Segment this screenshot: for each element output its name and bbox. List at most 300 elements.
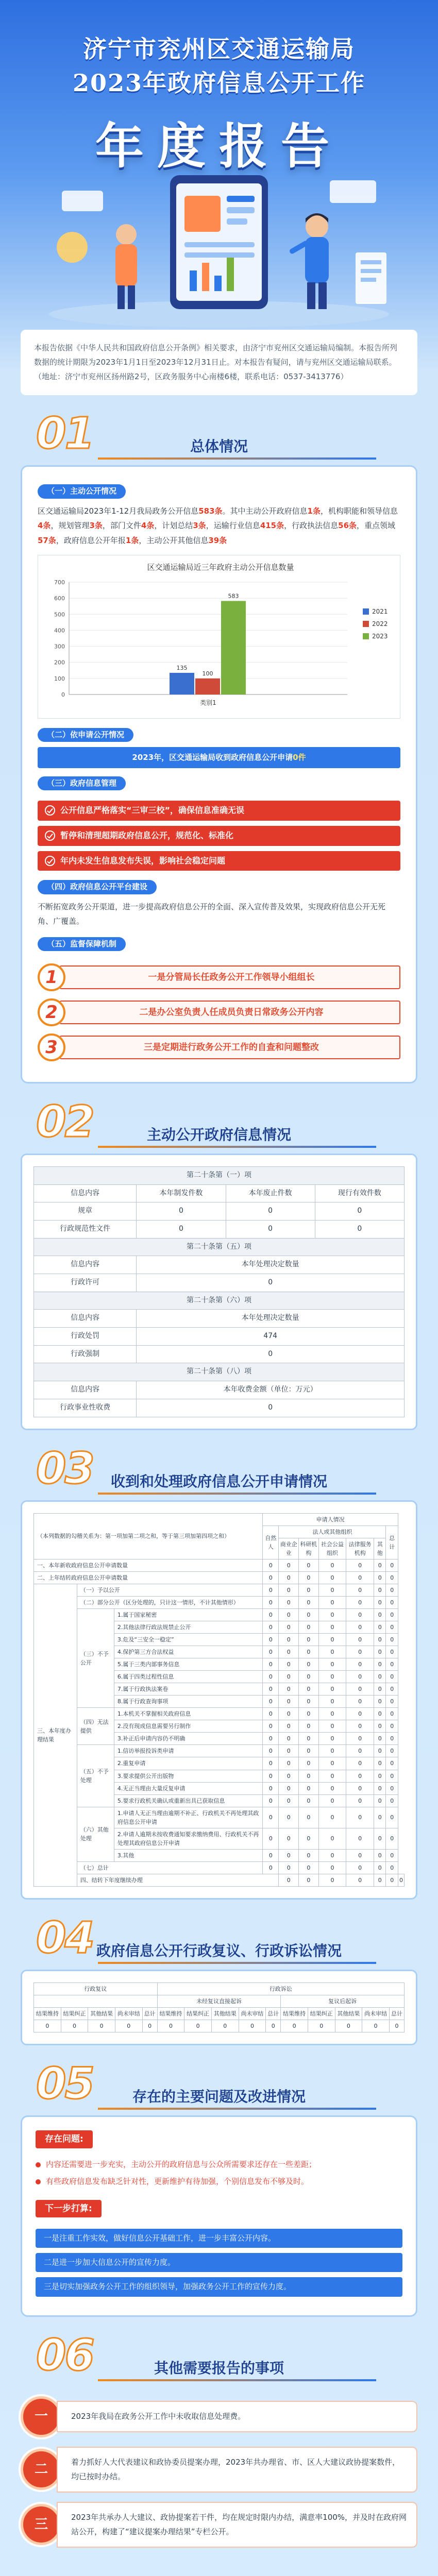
table-cell: 0 bbox=[346, 1621, 374, 1633]
table-cell: 0 bbox=[279, 1708, 299, 1720]
table-cell: 0 bbox=[386, 1559, 398, 1571]
table-row bbox=[34, 1874, 405, 1886]
table-cell: 0 bbox=[374, 1849, 386, 1861]
list-item: 暂停和清理超期政府信息公开，规范化、标准化 bbox=[38, 826, 400, 846]
y-tick-label: 0 bbox=[61, 691, 65, 698]
subsection-heading: （三）政府信息管理 bbox=[38, 776, 126, 790]
legend-label: 2022 bbox=[372, 620, 388, 628]
row-label: 三、本年度办理结果 bbox=[34, 1584, 77, 1886]
table-row: 行政事业性收费 0 bbox=[34, 1399, 405, 1417]
column-header: 现行有效件数 bbox=[315, 1184, 404, 1202]
section-1-card bbox=[21, 465, 417, 1083]
section-title: 政府信息公开行政复议、行政诉讼情况 bbox=[96, 1942, 342, 1959]
table-cell: 0 bbox=[346, 1658, 374, 1671]
title-big: 年度报告 bbox=[95, 118, 343, 175]
data-label: 100 bbox=[202, 670, 213, 677]
table-cell: 0 bbox=[279, 1745, 299, 1757]
table-cell: 0 bbox=[374, 1720, 386, 1733]
table-cell: 0 bbox=[318, 1658, 346, 1671]
table-cell: 0 bbox=[318, 1633, 346, 1646]
section-number: 06 bbox=[36, 2329, 93, 2380]
table-cell: 0 bbox=[318, 1596, 346, 1608]
column-header: 其他结果 bbox=[211, 2008, 239, 2020]
table-cell: 0 bbox=[263, 1807, 279, 1828]
bar bbox=[221, 601, 246, 694]
section-4-header bbox=[0, 1913, 438, 1970]
section-6-list bbox=[0, 2396, 438, 2548]
section-3-table bbox=[21, 1500, 417, 1900]
table-cell: 0 bbox=[346, 1794, 374, 1807]
table-cell: 0 bbox=[374, 1584, 386, 1596]
table-cell: 0 bbox=[279, 1794, 299, 1807]
table-cell: 0 bbox=[299, 1757, 319, 1770]
section-2-header bbox=[0, 1097, 438, 1154]
chart-svg bbox=[38, 555, 403, 718]
table-cell: 0 bbox=[386, 1608, 398, 1621]
table-cell: 0 bbox=[346, 1671, 374, 1683]
column-header: 复议后起诉 bbox=[281, 1995, 405, 2008]
table-cell: 0 bbox=[386, 1596, 398, 1608]
table-cell: 0 bbox=[346, 1633, 374, 1646]
table-cell: 0 bbox=[279, 1633, 299, 1646]
table-cell: 0 bbox=[374, 1571, 386, 1584]
data-label: 135 bbox=[176, 664, 188, 671]
table-cell: 0 bbox=[374, 1757, 386, 1770]
step-item bbox=[38, 1033, 400, 1061]
table-cell: 0 bbox=[318, 1683, 346, 1696]
title-line-2: 2023年政府信息公开工作 bbox=[72, 69, 366, 97]
table-cell: 0 bbox=[346, 1646, 374, 1658]
table-row: 行政许可 0 bbox=[34, 1274, 405, 1292]
section-divider bbox=[98, 1493, 376, 1495]
column-header: 行政诉讼 bbox=[157, 1982, 404, 1995]
column-header: 自然人 bbox=[263, 1526, 279, 1559]
table-cell: 0 bbox=[279, 1658, 299, 1671]
row-label: 6.属于四类过程性信息 bbox=[114, 1671, 263, 1683]
table-cell: 0 bbox=[346, 1849, 374, 1861]
subsection-heading: （一）主动公开情况 bbox=[38, 484, 126, 498]
y-tick-label: 700 bbox=[54, 579, 65, 586]
table-cell: 0 bbox=[346, 1559, 374, 1571]
table-cell: 0 bbox=[346, 1745, 374, 1757]
table-cell: 0 bbox=[346, 1757, 374, 1770]
table-cell: 0 bbox=[279, 1571, 299, 1584]
item-badge: 一 bbox=[21, 2396, 62, 2437]
column-header: 总计 bbox=[389, 2008, 404, 2020]
y-tick-label: 400 bbox=[54, 627, 65, 634]
row-label: 8.属于行政查询事项 bbox=[114, 1696, 263, 1708]
section-5-header bbox=[0, 2059, 438, 2115]
column-header: 其他结果 bbox=[88, 2008, 115, 2020]
column-header: 本年收费金额（单位：万元） bbox=[137, 1381, 405, 1399]
legend-swatch bbox=[363, 633, 369, 639]
column-header: 结果维持 bbox=[281, 2008, 308, 2020]
table-cell: 0 bbox=[279, 1559, 299, 1571]
table-cell: 0 bbox=[263, 1794, 279, 1807]
other-item bbox=[21, 2447, 417, 2493]
table-cell: 0 bbox=[386, 1671, 398, 1683]
table-row: 行政强制 0 bbox=[34, 1345, 405, 1363]
subsection-heading: （四）政府信息公开平台建设 bbox=[38, 880, 157, 894]
table-cell: 0 bbox=[386, 1745, 398, 1757]
table-cell: 0 bbox=[389, 2020, 404, 2032]
table-cell: 0 bbox=[346, 1861, 374, 1874]
table-cell: 0 bbox=[299, 1658, 319, 1671]
table-cell: 0 bbox=[386, 1584, 398, 1596]
table-cell: 0 bbox=[318, 1733, 346, 1745]
table-cell: 0 bbox=[318, 1646, 346, 1658]
table-cell: 0 bbox=[374, 1770, 386, 1782]
table-cell: 0 bbox=[318, 1794, 346, 1807]
table-cell: 0 bbox=[263, 1757, 279, 1770]
table-cell: 0 bbox=[299, 1720, 319, 1733]
row-label: 3.危及“三安全一稳定” bbox=[114, 1633, 263, 1646]
table-cell: 0 bbox=[374, 1733, 386, 1745]
table-row bbox=[34, 2020, 405, 2032]
table-cell: 0 bbox=[308, 2020, 335, 2032]
column-header: 其他 bbox=[374, 1538, 386, 1559]
table-heading: 第二十条第（一）项 bbox=[34, 1166, 405, 1184]
y-tick-label: 300 bbox=[54, 643, 65, 650]
table-row: 规章 0 0 0 bbox=[34, 1202, 405, 1221]
table-cell: 0 bbox=[386, 1874, 398, 1886]
table-cell: 0 bbox=[263, 1559, 279, 1571]
column-header: 总计 bbox=[386, 1526, 398, 1559]
problem-item: 有些政府信息发布缺乏针对性，更新维护有待加强，个别信息发布不够及时。 bbox=[36, 2175, 402, 2189]
table-cell: 0 bbox=[299, 1559, 319, 1571]
application-table-body bbox=[34, 1559, 405, 1886]
table-cell: 0 bbox=[299, 1849, 319, 1861]
table-cell: 0 bbox=[374, 1708, 386, 1720]
table-cell: 0 bbox=[374, 1782, 386, 1794]
table-cell: 0 bbox=[386, 1571, 398, 1584]
section-divider bbox=[98, 457, 376, 460]
table-heading: 第二十条第（六）项 bbox=[34, 1292, 405, 1310]
row-label: 4.保护第三方合法权益 bbox=[114, 1646, 263, 1658]
section-title: 主动公开政府信息情况 bbox=[146, 1126, 291, 1143]
column-header: 信息内容 bbox=[34, 1381, 137, 1399]
row-label: 5.要求行政机关确认或重新出具已获取信息 bbox=[114, 1794, 263, 1807]
item-text: 着力抓好人大代表建议和政协委员提案办理，2023年共办理省、市、区人大建议政协提案数件，均已按时办结。 bbox=[57, 2447, 417, 2493]
bar bbox=[195, 679, 220, 694]
column-header: 尚未审结 bbox=[115, 2008, 142, 2020]
column-header: 法律服务机构 bbox=[346, 1538, 374, 1559]
table-cell: 0 bbox=[263, 1720, 279, 1733]
table-cell: 0 bbox=[386, 1828, 398, 1849]
item-badge: 二 bbox=[21, 2449, 62, 2490]
y-tick-label: 100 bbox=[54, 675, 65, 682]
row-label: 1.信访举报投诉类申请 bbox=[114, 1745, 263, 1757]
section-title: 存在的主要问题及改进情况 bbox=[132, 2088, 306, 2106]
table-cell: 0 bbox=[386, 1708, 398, 1720]
table-cell: 0 bbox=[239, 2020, 266, 2032]
management-list bbox=[38, 801, 400, 871]
table-cell: 0 bbox=[299, 1861, 319, 1874]
application-summary: 2023年，区交通运输局收到政府信息公开申请0件 bbox=[38, 747, 400, 768]
column-header: 尚未审结 bbox=[239, 2008, 266, 2020]
next-step-item: 一是注重工作实效，做好信息公开基础工作，进一步丰富公开内容。 bbox=[36, 2229, 402, 2248]
other-item bbox=[21, 2502, 417, 2548]
table-cell: 0 bbox=[386, 1720, 398, 1733]
table-cell: 0 bbox=[335, 2020, 362, 2032]
row-label: （五）不予处理 bbox=[77, 1745, 114, 1807]
table-cell: 0 bbox=[374, 1621, 386, 1633]
table-cell: 0 bbox=[346, 1733, 374, 1745]
table-cell: 0 bbox=[318, 1696, 346, 1708]
table-cell: 0 bbox=[386, 1658, 398, 1671]
table-cell: 0 bbox=[263, 1621, 279, 1633]
legend-swatch bbox=[363, 608, 369, 615]
table-cell: 0 bbox=[318, 1849, 346, 1861]
section-title: 收到和处理政府信息公开申请情况 bbox=[110, 1472, 327, 1490]
application-table bbox=[33, 1513, 405, 1887]
table-cell: 0 bbox=[318, 1584, 346, 1596]
section-number: 01 bbox=[36, 408, 93, 459]
step-item bbox=[38, 963, 400, 991]
table-cell: 0 bbox=[279, 1720, 299, 1733]
table-cell: 0 bbox=[386, 1861, 398, 1874]
table-cell: 0 bbox=[346, 1874, 374, 1886]
table-cell: 0 bbox=[386, 1849, 398, 1861]
bar-chart bbox=[38, 555, 400, 719]
table-cell: 0 bbox=[318, 1745, 346, 1757]
table-cell: 0 bbox=[318, 1671, 346, 1683]
column-header: 本年处理决定数量 bbox=[137, 1310, 405, 1328]
table-heading: 第二十条第（八）项 bbox=[34, 1363, 405, 1381]
column-header: 总计 bbox=[266, 2008, 281, 2020]
next-steps-tag: 下一步打算: bbox=[36, 2200, 102, 2217]
table-row bbox=[34, 1559, 405, 1571]
table-cell: 0 bbox=[346, 1828, 374, 1849]
step-number: 2 bbox=[38, 998, 65, 1026]
table-cell: 0 bbox=[263, 1633, 279, 1646]
table-cell: 0 bbox=[346, 1770, 374, 1782]
table-cell: 0 bbox=[374, 1671, 386, 1683]
table-cell: 0 bbox=[386, 1646, 398, 1658]
row-label: 3.补正后申请内容仍不明确 bbox=[114, 1733, 263, 1745]
table-cell: 0 bbox=[318, 1770, 346, 1782]
table-cell: 0 bbox=[279, 1861, 299, 1874]
table-cell: 0 bbox=[299, 1696, 319, 1708]
table-cell: 0 bbox=[299, 1733, 319, 1745]
table-cell: 0 bbox=[318, 1621, 346, 1633]
table-cell: 0 bbox=[263, 1571, 279, 1584]
column-header: 结果维持 bbox=[157, 2008, 184, 2020]
item-text: 2023年共承办人大建议、政协提案若干件，均在规定时限内办结，满意率100%，并及时在政府网站公开，构建了“建议提案办理结果”专栏公开。 bbox=[57, 2502, 417, 2548]
column-header: 尚未审结 bbox=[362, 2008, 390, 2020]
row-label: 1.属于国家秘密 bbox=[114, 1608, 263, 1621]
table-cell: 0 bbox=[263, 1745, 279, 1757]
table-cell: 0 bbox=[318, 1708, 346, 1720]
section-title: 其他需要报告的事项 bbox=[154, 2359, 284, 2377]
table-cell: 0 bbox=[263, 1696, 279, 1708]
column-header: 行政复议 bbox=[34, 1982, 158, 1995]
table-cell: 0 bbox=[346, 1807, 374, 1828]
table-cell: 0 bbox=[299, 1807, 319, 1828]
table-cell: 0 bbox=[263, 1646, 279, 1658]
table-row bbox=[34, 1807, 405, 1828]
list-item: 公开信息严格落实“三审三校”，确保信息准确无误 bbox=[38, 801, 400, 821]
column-header: 结果纠正 bbox=[61, 2008, 88, 2020]
table-cell: 0 bbox=[279, 1807, 299, 1828]
table-row bbox=[34, 1584, 405, 1596]
column-header: 申请人情况 bbox=[263, 1513, 398, 1526]
table-cell: 0 bbox=[386, 1633, 398, 1646]
table-cell: 0 bbox=[299, 1571, 319, 1584]
table-cell: 0 bbox=[266, 2020, 281, 2032]
table-cell: 0 bbox=[374, 1633, 386, 1646]
step-text: 三是定期进行政务公开工作的自查和问题整改 bbox=[59, 1036, 400, 1059]
y-tick-label: 500 bbox=[54, 611, 65, 618]
table-cell: 0 bbox=[386, 1770, 398, 1782]
table-cell: 0 bbox=[386, 1621, 398, 1633]
table-cell: 0 bbox=[299, 1621, 319, 1633]
column-header: 信息内容 bbox=[34, 1256, 137, 1274]
table-row bbox=[34, 1745, 405, 1757]
table-note: （本列数据的勾稽关系为：第一项加第二项之和，等于第三项加第四项之和） bbox=[34, 1513, 263, 1559]
column-header: 信息内容 bbox=[34, 1310, 137, 1328]
table-cell: 0 bbox=[299, 1584, 319, 1596]
table-cell: 0 bbox=[279, 1596, 299, 1608]
other-item bbox=[21, 2396, 417, 2437]
row-label: 2.申请人逾期未按收费通知要求缴纳费用、行政机关不再处理其政府信息公开申请 bbox=[114, 1828, 263, 1849]
section-number: 05 bbox=[36, 2058, 93, 2109]
proactive-table bbox=[33, 1166, 405, 1417]
table-cell: 0 bbox=[374, 1794, 386, 1807]
table-cell: 0 bbox=[34, 2020, 61, 2032]
table-cell: 0 bbox=[318, 1571, 346, 1584]
table-cell: 0 bbox=[346, 1608, 374, 1621]
proactive-paragraph: 区交通运输局2023年1-12月我局政务公开信息583条。其中主动公开政府信息1条，机构职能和领导信息4条，规划管理3条，部门文件4条，计划总结3条，运输行业信息415条，行政执法信息56条，重点领域57条，政府信息公开年报1条，主动公开其他信息39条 bbox=[38, 506, 398, 545]
x-tick-label: 类别1 bbox=[200, 699, 216, 706]
check-circle-icon bbox=[45, 831, 55, 841]
section-divider bbox=[98, 2379, 376, 2381]
table-cell: 0 bbox=[386, 1807, 398, 1828]
table-cell: 0 bbox=[386, 1782, 398, 1794]
table-cell: 0 bbox=[374, 1608, 386, 1621]
table-row: 行政处罚 474 bbox=[34, 1328, 405, 1346]
table-cell: 0 bbox=[281, 2020, 308, 2032]
section-4-table bbox=[21, 1970, 417, 2045]
column-header: 本年制发件数 bbox=[137, 1184, 226, 1202]
supervision-steps bbox=[38, 963, 400, 1061]
table-cell: 0 bbox=[279, 1646, 299, 1658]
section-3-header bbox=[0, 1444, 438, 1500]
next-step-item: 三是切实加强政务公开工作的组织领导，加强政务公开工作的宣传力度。 bbox=[36, 2277, 402, 2296]
table-cell: 0 bbox=[346, 1683, 374, 1696]
table-cell: 0 bbox=[299, 1745, 319, 1757]
table-cell: 0 bbox=[374, 1807, 386, 1828]
item-text: 2023年我局在政务公开工作中未收取信息处理费。 bbox=[57, 2401, 417, 2432]
problem-item: 内容还需要进一步充实，主动公开的政府信息与公众所需要求还存在一些差距； bbox=[36, 2158, 402, 2172]
table-cell: 0 bbox=[263, 1849, 279, 1861]
table-cell: 0 bbox=[279, 1608, 299, 1621]
table-cell: 0 bbox=[61, 2020, 88, 2032]
section-1-header bbox=[0, 409, 438, 465]
row-label: 7.属于行政执法案卷 bbox=[114, 1683, 263, 1696]
table-cell: 0 bbox=[346, 1782, 374, 1794]
table-cell: 0 bbox=[263, 1671, 279, 1683]
next-step-item: 二是进一步加大信息公开的宣传力度。 bbox=[36, 2253, 402, 2272]
table-cell: 0 bbox=[299, 1633, 319, 1646]
table-cell: 0 bbox=[279, 1874, 299, 1886]
row-label: 一、本年新收政府信息公开申请数量 bbox=[34, 1559, 263, 1571]
table-cell: 0 bbox=[184, 2020, 212, 2032]
table-row bbox=[34, 2008, 405, 2020]
table-cell: 0 bbox=[374, 1745, 386, 1757]
table-heading: 第二十条第（五）项 bbox=[34, 1238, 405, 1256]
table-cell: 0 bbox=[263, 1828, 279, 1849]
table-cell: 0 bbox=[279, 1683, 299, 1696]
column-header: 总计 bbox=[142, 2008, 157, 2020]
table-cell: 0 bbox=[299, 1596, 319, 1608]
table-cell: 0 bbox=[386, 1794, 398, 1807]
row-label: 1.申请人无正当理由逾期不补正、行政机关不再处理其政府信息公开申请 bbox=[114, 1807, 263, 1828]
table-cell: 0 bbox=[318, 1559, 346, 1571]
table-cell: 0 bbox=[374, 1861, 386, 1874]
column-header: 未经复议直接起诉 bbox=[157, 1995, 281, 2008]
data-label: 583 bbox=[228, 592, 239, 600]
list-item: 年内未发生信息发布失误，影响社会稳定问题 bbox=[38, 851, 400, 871]
table-cell: 0 bbox=[346, 1696, 374, 1708]
column-header: 本年废止件数 bbox=[226, 1184, 315, 1202]
table-cell: 0 bbox=[346, 1708, 374, 1720]
table-cell: 0 bbox=[279, 1584, 299, 1596]
row-label: 3.要求提供公开出版物 bbox=[114, 1770, 263, 1782]
table-cell: 0 bbox=[279, 1849, 299, 1861]
table-cell: 0 bbox=[263, 1782, 279, 1794]
section-number: 02 bbox=[36, 1096, 93, 1147]
table-cell: 0 bbox=[157, 2020, 184, 2032]
hero-illustration bbox=[0, 160, 438, 330]
section-5-card bbox=[21, 2115, 417, 2316]
table-cell: 0 bbox=[386, 1757, 398, 1770]
table-cell: 0 bbox=[299, 1608, 319, 1621]
title-line-1: 济宁市兖州区交通运输局 bbox=[83, 35, 355, 63]
table-cell: 0 bbox=[374, 1683, 386, 1696]
review-table bbox=[33, 1982, 405, 2032]
hero bbox=[0, 0, 438, 330]
table-row: 行政规范性文件 0 0 0 bbox=[34, 1220, 405, 1238]
legend-label: 2021 bbox=[372, 608, 388, 615]
table-cell: 0 bbox=[115, 2020, 142, 2032]
legend-label: 2023 bbox=[372, 633, 388, 640]
subsection-heading: （五）监督保障机制 bbox=[38, 937, 126, 951]
person-illustration bbox=[289, 213, 329, 309]
table-cell: 0 bbox=[279, 1621, 299, 1633]
y-tick-label: 200 bbox=[54, 659, 65, 666]
table-cell: 0 bbox=[346, 1596, 374, 1608]
bar bbox=[170, 673, 194, 694]
row-label: （二）部分公开（区分处理的，只计这一情形，不计其他情形） bbox=[77, 1596, 263, 1608]
table-cell: 0 bbox=[263, 1608, 279, 1621]
row-label: 2.其他法律行政法规禁止公开 bbox=[114, 1621, 263, 1633]
section-6-header bbox=[0, 2330, 438, 2387]
chart-title: 区交通运输局近三年政府主动公开信息数量 bbox=[147, 563, 294, 572]
step-number: 3 bbox=[38, 1033, 65, 1061]
section-divider bbox=[98, 1146, 376, 1148]
table-cell: 0 bbox=[386, 1733, 398, 1745]
table-cell: 0 bbox=[374, 1828, 386, 1849]
table-cell: 0 bbox=[362, 2020, 390, 2032]
row-label: 5.属于三类内部事务信息 bbox=[114, 1658, 263, 1671]
table-cell: 0 bbox=[279, 1770, 299, 1782]
section-title: 总体情况 bbox=[190, 438, 248, 455]
table-cell: 0 bbox=[318, 1828, 346, 1849]
table-cell: 0 bbox=[299, 1874, 319, 1886]
row-label: （七）总计 bbox=[77, 1861, 263, 1874]
column-header: 结果纠正 bbox=[184, 2008, 212, 2020]
